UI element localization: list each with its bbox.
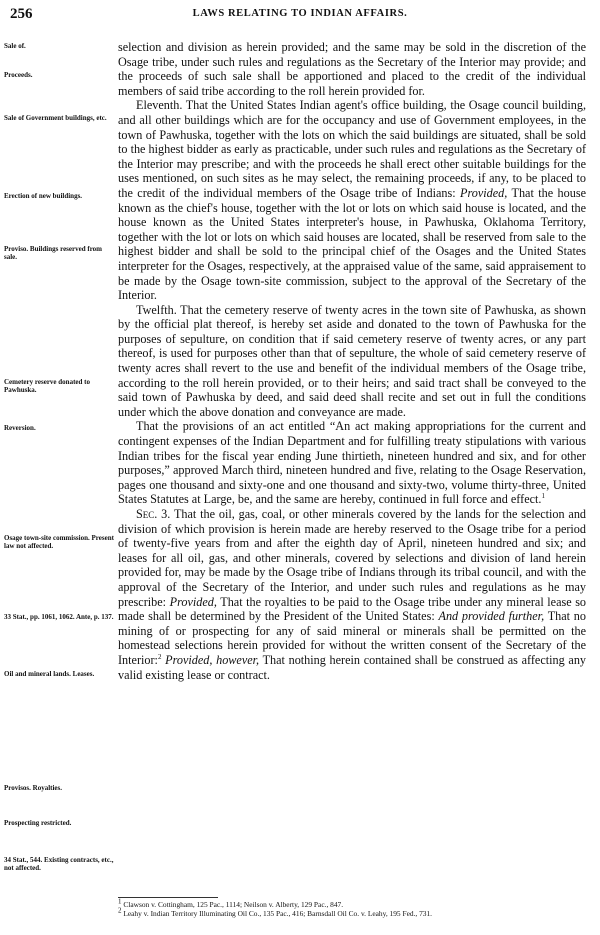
paragraph-twelfth: Twelfth. That the cemetery reserve of twenty acres in the town site of Pawhuska, as shown by the official plat thereof, is hereby set aside and donated to the town of Pawhuska for the purposes of sepulture, on condition that if said cemetery reserve of twenty acres, or any part thereof, is used for purposes other than that of sepulture, the whole of said cemetery reserve of twenty acres shall revert to the use and benefit of the individual members of the Osage tribe, according to the roll herein provided, or to their heirs; and said tract shall be conveyed to the said town of Pawhuska by deed, and said deed shall recite and set out in full the conditions under which the above donation and conveyance are made. [118, 302, 586, 419]
provided-further-label: And provided further, [438, 609, 545, 624]
eleventh-text: Eleventh. That the United States Indian agent's office building, the Osage council building, and all other buildings which are for the occupancy and use of Government employees, in the town of Pawhuska, together with the lots on which the said buildings are situated, shall be sold to the highest bidder as early as practicable, under such rules and regulations as the Secretary of the Interior may prescribe; and with the proceeds he shall erect other suitable buildings for the uses mentioned, on such sites as he may select, the remaining proceeds, if any, to be placed to the credit of the individual members of the Osage tribe of Indians: [118, 98, 586, 200]
paragraph-provisions [118, 419, 586, 507]
margin-note-cemetery: Cemetery reserve donated to Pawhuska. [4, 378, 90, 394]
footnotes [118, 897, 588, 918]
sec3-prospecting-text: That no mining of or prospecting for any of said mineral or minerals shall be permitted on the homestead selections herein provided for without the written consent of the Secretary of the Interior: [118, 609, 586, 667]
footnote-2 [118, 906, 588, 918]
running-head: LAWS RELATING TO INDIAN AFFAIRS. [192, 8, 408, 19]
provided-however-label: Provided, however, [165, 652, 260, 667]
margin-note-proviso-buildings: Proviso. Buildings reserved from sale. [4, 245, 102, 261]
footnote-mark-2: 2 [118, 906, 122, 915]
footnote-text-2: Leahy v. Indian Territory Illuminating Oil Co., 135 Pac., 416; Barnsdall Oil Co. v. Leahy, 195 Fed., 731. [123, 909, 433, 918]
footnote-ref-2: 2 [157, 652, 162, 661]
margin-note-oil: Oil and mineral lands. Leases. [4, 670, 95, 678]
paragraph-sec-3 [118, 507, 586, 682]
margin-note-prospecting: Prospecting restricted. [4, 819, 72, 827]
margin-note-sale-gov-buildings: Sale of Government buildings, etc. [4, 114, 107, 122]
sec3-text: That the oil, gas, coal, or other minerals covered by the lands for the selection and division of which provision is herein made are hereby reserved to the Osage tribe for a period of twenty-five years from and after the eighth day of April, nineteen hundred and six; and leases for all oil, gas, and other minerals, covered by selections and division of land herein provided for, may be made by the Osage tribe of Indians through its tribal council, and with the approval of the Secretary of the Interior, and under such rules and regulations as he may prescribe: [118, 507, 587, 609]
section-label: Sec. 3. [136, 507, 171, 521]
margin-note-erection: Erection of new buildings. [4, 192, 83, 200]
margin-note-sale-of: Sale of. [4, 42, 26, 50]
proviso-label: Provided, [460, 185, 508, 200]
footnote-rule [118, 897, 218, 898]
footnote-ref-1: 1 [541, 492, 545, 501]
provided-label: Provided, [169, 594, 217, 609]
footnote-text-1: Clawson v. Cottingham, 125 Pac., 1114; Neilson v. Alberty, 129 Pac., 847. [123, 900, 344, 909]
footnote-mark-1: 1 [118, 897, 122, 906]
margin-note-reversion: Reversion. [4, 424, 36, 432]
body-text [118, 40, 586, 682]
provisions-text: That the provisions of an act entitled “An act making appropriations for the current and contingent expenses of the Indian Department and for fulfilling treaty stipulations with various Indian tribes for the fiscal year ending June thirtieth, nineteen hundred and six, and for other purposes,” approved March third, nineteen hundred and five, relating to the Osage Reservation, pages one thousand and sixty-one and one thousand and sixty-two, volume thirty-three, United States Statutes at Large, be, and the same are hereby, continued in full force and effect. [118, 419, 586, 507]
margin-note-townsite: Osage town-site commission. Present law not affected. [4, 534, 114, 550]
sec3-end-text: That nothing herein contained shall be construed as affecting any valid existing lease or contract. [118, 652, 587, 682]
paragraph-eleventh [118, 98, 586, 302]
sec3-royalties-text: That the royalties to be paid to the Osage tribe under any mineral lease so made shall be determined by the President of the United States: [118, 594, 587, 624]
paragraph-sale-of: selection and division as herein provided; and the same may be sold in the discretion of the Osage tribe, under such rules and regulations as the Secretary of the Interior may provide; and the proceeds of such sale shall be apportioned and placed to the credit of the individual members of said tribe according to the roll herein provided for. [118, 40, 586, 98]
margin-note-stat-544: 34 Stat., 544. Existing contracts, etc., not affected. [4, 856, 114, 872]
margin-note-stat-1061: 33 Stat., pp. 1061, 1062. Ante, p. 137. [4, 613, 114, 621]
page-number: 256 [10, 6, 33, 22]
footnote-1 [118, 897, 588, 909]
margin-note-proceeds: Proceeds. [4, 71, 33, 79]
eleventh-proviso-text: That the house known as the chief's house, together with the lot or lots on which said house is located, and the house known as the United States interpreter's house, in Pawhuska, Oklahoma Territory, together with the lot or lots on which said houses are located, shall be reserved from sale to the highest bidder and shall be sold to the principal chief of the Osages and the United States interpreter for the Osages, respectively, at the appraised value of the same, said appraisement to be made by the Osage town-site commission, subject to the approval of the Secretary of the Interior. [118, 185, 586, 303]
margin-note-provisos: Provisos. Royalties. [4, 784, 63, 792]
